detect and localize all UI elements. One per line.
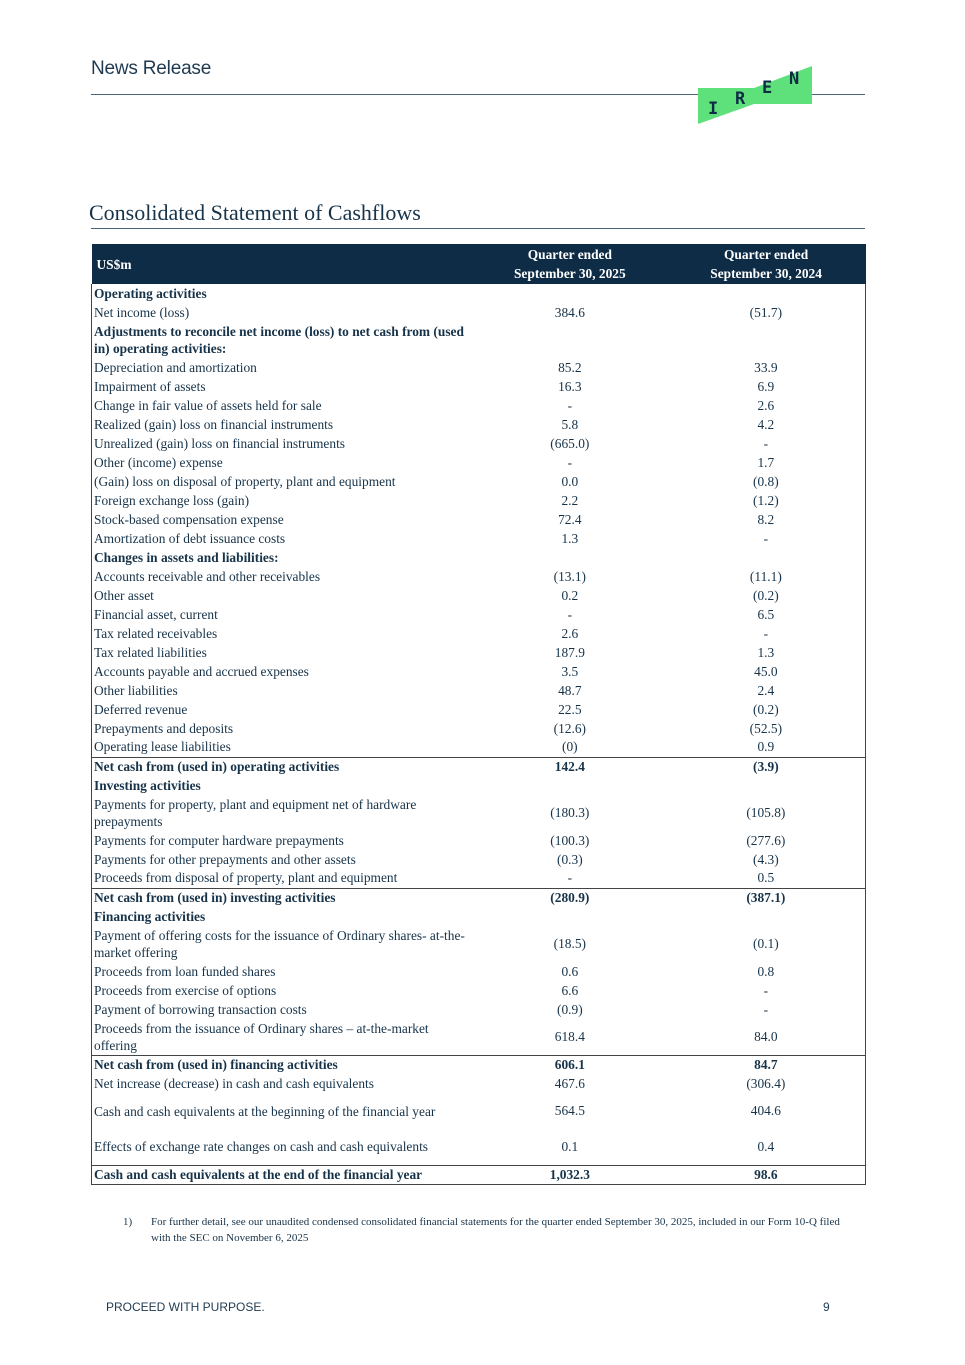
table-row	[92, 907, 866, 926]
row-value-q2025: (0.3)	[557, 851, 583, 867]
row-value-q2024: 2.4	[757, 682, 775, 698]
row-value-q2024: -	[763, 530, 769, 546]
row-label: Investing activities	[94, 777, 201, 793]
row-value-q2024	[667, 322, 866, 358]
row-value-q2025: 618.4	[554, 1028, 585, 1044]
row-label: Operating activities	[94, 285, 207, 301]
row-label: Proceeds from exercise of options	[94, 982, 277, 998]
row-value-q2025: -	[567, 454, 573, 470]
table-row	[92, 548, 866, 567]
column-header-label: US$m	[92, 244, 473, 284]
table-row	[92, 415, 866, 434]
row-value-q2024: 2.6	[757, 397, 775, 413]
row-label: Net income (loss)	[94, 304, 190, 320]
row-value-q2024	[667, 776, 866, 795]
row-value-q2024: 1.7	[757, 454, 775, 470]
row-label: Deferred revenue	[94, 701, 188, 717]
row-value-q2025: -	[567, 606, 573, 622]
row-label: Prepayments and deposits	[94, 720, 234, 736]
table-row	[92, 586, 866, 605]
row-value-q2024: (1.2)	[753, 492, 779, 508]
row-value-q2025: 187.9	[554, 644, 585, 660]
table-row	[92, 719, 866, 738]
row-value-q2024: 33.9	[754, 359, 778, 375]
table-row	[92, 453, 866, 472]
row-label: Realized (gain) loss on financial instruments	[94, 416, 334, 432]
row-value-q2025: 0.1	[561, 1138, 579, 1154]
table-row	[92, 926, 866, 962]
row-label: Tax related receivables	[94, 625, 218, 641]
row-label: Payment of offering costs for the issuance of Ordinary shares- at-the-market offering	[94, 928, 465, 960]
row-value-q2024: -	[763, 1001, 769, 1017]
row-label: Other liabilities	[94, 682, 178, 698]
row-value-q2024: 0.9	[757, 739, 775, 755]
row-value-q2024: (11.1)	[749, 568, 782, 584]
row-label: Change in fair value of assets held for sale	[94, 397, 322, 413]
row-value-q2025: 2.6	[561, 625, 579, 641]
table-row	[92, 869, 866, 888]
footnote-text: For further detail, see our unaudited condensed consolidated financial statements for the quarter ended September 30, 2025, included in our Form 10-Q filed with the SEC on November 6, 2025	[151, 1216, 840, 1244]
row-label: Impairment of assets	[94, 378, 206, 394]
table-row	[92, 738, 866, 757]
row-label: Net cash from (used in) financing activities	[92, 1055, 473, 1074]
row-label: Tax related liabilities	[94, 644, 207, 660]
table-row	[92, 700, 866, 719]
table-row	[92, 1165, 866, 1184]
table-row	[92, 757, 866, 776]
row-value-q2025: -	[567, 397, 573, 413]
row-value-q2024: 84.0	[754, 1028, 778, 1044]
row-value-q2025: 1.3	[561, 530, 579, 546]
row-value-q2024: 6.5	[757, 606, 775, 622]
row-value-q2024: (51.7)	[749, 304, 783, 320]
row-value-q2025: (18.5)	[553, 936, 587, 951]
row-label: Cash and cash equivalents at the beginning of the financial year	[94, 1103, 436, 1119]
table-row	[92, 1093, 866, 1129]
row-label: Other (income) expense	[94, 454, 223, 470]
row-value-q2024: (105.8)	[746, 805, 786, 820]
row-value-q2025: 142.4	[473, 757, 667, 776]
footnote-number: 1)	[123, 1216, 133, 1228]
row-value-q2025: 48.7	[558, 682, 582, 698]
row-label: Changes in assets and liabilities:	[94, 549, 279, 565]
table-row	[92, 962, 866, 981]
row-value-q2024: -	[763, 982, 769, 998]
table-row	[92, 1074, 866, 1093]
row-label: Payments for computer hardware prepayments	[94, 832, 344, 848]
table-row	[92, 284, 866, 303]
row-value-q2025	[473, 907, 667, 926]
row-value-q2025: 22.5	[558, 701, 582, 717]
row-label: Accounts receivable and other receivables	[94, 568, 321, 584]
table-row	[92, 1129, 866, 1165]
row-value-q2024: (0.8)	[753, 473, 779, 489]
row-value-q2025: 2.2	[561, 492, 579, 508]
footer-tagline: PROCEED WITH PURPOSE.	[106, 1300, 265, 1314]
table-row	[92, 322, 866, 358]
row-value-q2025: (100.3)	[550, 832, 590, 848]
table-row	[92, 795, 866, 831]
row-value-q2024: (0.1)	[753, 936, 779, 951]
row-label: Payment of borrowing transaction costs	[94, 1001, 307, 1017]
row-value-q2024: 4.2	[757, 416, 775, 432]
page-title: Consolidated Statement of Cashflows	[89, 200, 421, 225]
table-row	[92, 981, 866, 1000]
row-label: Financing activities	[94, 908, 206, 924]
row-label: Payments for other prepayments and other assets	[94, 851, 356, 867]
table-row	[92, 831, 866, 850]
row-value-q2025	[473, 284, 667, 303]
row-value-q2024: 0.8	[757, 963, 775, 979]
row-value-q2024: 404.6	[750, 1103, 781, 1118]
row-value-q2025: 564.5	[554, 1103, 585, 1118]
table-row	[92, 681, 866, 700]
table-row	[92, 888, 866, 907]
column-header-q2024	[667, 244, 866, 284]
row-label: Accounts payable and accrued expenses	[94, 663, 309, 679]
table-row	[92, 776, 866, 795]
cashflow-table	[91, 244, 866, 1185]
table-row	[92, 624, 866, 643]
row-value-q2025: 85.2	[558, 359, 582, 375]
table-row	[92, 358, 866, 377]
row-label: Amortization of debt issuance costs	[94, 530, 286, 546]
row-label: Other asset	[94, 587, 154, 603]
row-value-q2025: 16.3	[558, 378, 582, 394]
table-row	[92, 472, 866, 491]
logo-letter-n: N	[789, 69, 800, 89]
row-value-q2025: (0.9)	[557, 1001, 583, 1017]
row-value-q2025: (180.3)	[550, 805, 590, 820]
table-row	[92, 567, 866, 586]
row-label: Stock-based compensation expense	[94, 511, 284, 527]
page-number: 9	[823, 1300, 830, 1314]
row-label: Operating lease liabilities	[94, 739, 231, 755]
table-row	[92, 491, 866, 510]
row-value-q2024: 6.9	[757, 378, 775, 394]
table-row	[92, 643, 866, 662]
row-value-q2024: 1.3	[757, 644, 775, 660]
table-row	[92, 529, 866, 548]
row-label: (Gain) loss on disposal of property, plant and equipment	[94, 473, 396, 489]
row-value-q2024: 0.4	[757, 1138, 775, 1154]
row-label: Depreciation and amortization	[94, 359, 257, 375]
row-value-q2024: -	[763, 435, 769, 451]
row-label: Payments for property, plant and equipment net of hardware prepayments	[94, 797, 417, 829]
row-value-q2025: 384.6	[554, 304, 585, 320]
row-value-q2024: 98.6	[667, 1165, 866, 1184]
row-label: Proceeds from the issuance of Ordinary shares – at-the-market offering	[94, 1020, 429, 1053]
row-label: Proceeds from disposal of property, plant and equipment	[94, 870, 398, 886]
row-value-q2025: 5.8	[561, 416, 579, 432]
logo-letter-e: E	[762, 78, 773, 98]
row-value-q2024	[667, 548, 866, 567]
row-label: Effects of exchange rate changes on cash and cash equivalents	[94, 1139, 429, 1155]
row-value-q2025: 6.6	[561, 982, 579, 998]
table-row	[92, 605, 866, 624]
title-divider	[91, 228, 865, 229]
row-value-q2025: 0.6	[561, 963, 579, 979]
logo-letter-r: R	[735, 89, 746, 109]
row-value-q2025: (13.1)	[553, 568, 587, 584]
table-row	[92, 510, 866, 529]
row-label: Net cash from (used in) operating activities	[92, 757, 473, 776]
column-header-q2025-line2: September 30, 2025	[513, 266, 626, 281]
row-label: Net cash from (used in) investing activities	[92, 888, 473, 907]
row-value-q2025: (665.0)	[550, 435, 590, 451]
row-value-q2025: (280.9)	[473, 888, 667, 907]
table-body	[92, 284, 866, 1184]
table-row	[92, 377, 866, 396]
iren-logo	[696, 62, 814, 126]
row-value-q2025: 3.5	[561, 663, 579, 679]
column-header-q2025	[473, 244, 667, 284]
row-value-q2024: -	[763, 625, 769, 641]
row-value-q2024: (4.3)	[753, 851, 779, 867]
row-value-q2025: 0.2	[561, 587, 579, 603]
row-label: Proceeds from loan funded shares	[94, 963, 276, 979]
table-row	[92, 396, 866, 415]
row-value-q2024: 45.0	[754, 663, 778, 679]
row-value-q2024: (0.2)	[753, 701, 779, 717]
row-value-q2024: 8.2	[757, 511, 775, 527]
row-value-q2024	[667, 907, 866, 926]
row-value-q2024: (387.1)	[667, 888, 866, 907]
logo-letter-i: I	[708, 99, 719, 119]
row-value-q2025: 0.0	[561, 473, 579, 489]
column-header-q2025-line1: Quarter ended	[527, 247, 612, 262]
row-value-q2025: (0)	[562, 739, 578, 755]
row-label: Cash and cash equivalents at the end of the financial year	[92, 1165, 473, 1184]
row-value-q2024	[667, 284, 866, 303]
table-row	[92, 850, 866, 869]
table-header-row	[92, 244, 866, 284]
table-row	[92, 662, 866, 681]
column-header-q2024-line2: September 30, 2024	[710, 266, 822, 281]
row-label: Financial asset, current	[94, 606, 218, 622]
table-row	[92, 1055, 866, 1074]
table-row	[92, 434, 866, 453]
row-value-q2025: (12.6)	[553, 720, 587, 736]
news-release-header: News Release	[91, 58, 212, 79]
row-value-q2025: -	[567, 870, 573, 886]
row-label: Net increase (decrease) in cash and cash equivalents	[94, 1075, 374, 1091]
row-value-q2024: (277.6)	[746, 832, 786, 848]
row-label: Unrealized (gain) loss on financial instruments	[94, 435, 346, 451]
table-row	[92, 1000, 866, 1019]
table-row	[92, 303, 866, 322]
row-label: Foreign exchange loss (gain)	[94, 492, 250, 508]
row-value-q2025	[473, 322, 667, 358]
row-value-q2024: 0.5	[757, 870, 775, 886]
row-value-q2025	[473, 548, 667, 567]
row-value-q2025	[473, 776, 667, 795]
row-value-q2024: (306.4)	[746, 1075, 786, 1091]
row-value-q2024: (52.5)	[749, 720, 783, 736]
table-row	[92, 1019, 866, 1055]
row-value-q2024: (0.2)	[753, 587, 779, 603]
row-value-q2024: 84.7	[667, 1055, 866, 1074]
row-value-q2024: (3.9)	[667, 757, 866, 776]
row-value-q2025: 72.4	[558, 511, 582, 527]
row-value-q2025: 1,032.3	[473, 1165, 667, 1184]
column-header-q2024-line1: Quarter ended	[724, 247, 809, 262]
row-label: Adjustments to reconcile net income (loss) to net cash from (used in) operating activities:	[94, 324, 464, 356]
row-value-q2025: 467.6	[554, 1075, 585, 1091]
row-value-q2025: 606.1	[473, 1055, 667, 1074]
